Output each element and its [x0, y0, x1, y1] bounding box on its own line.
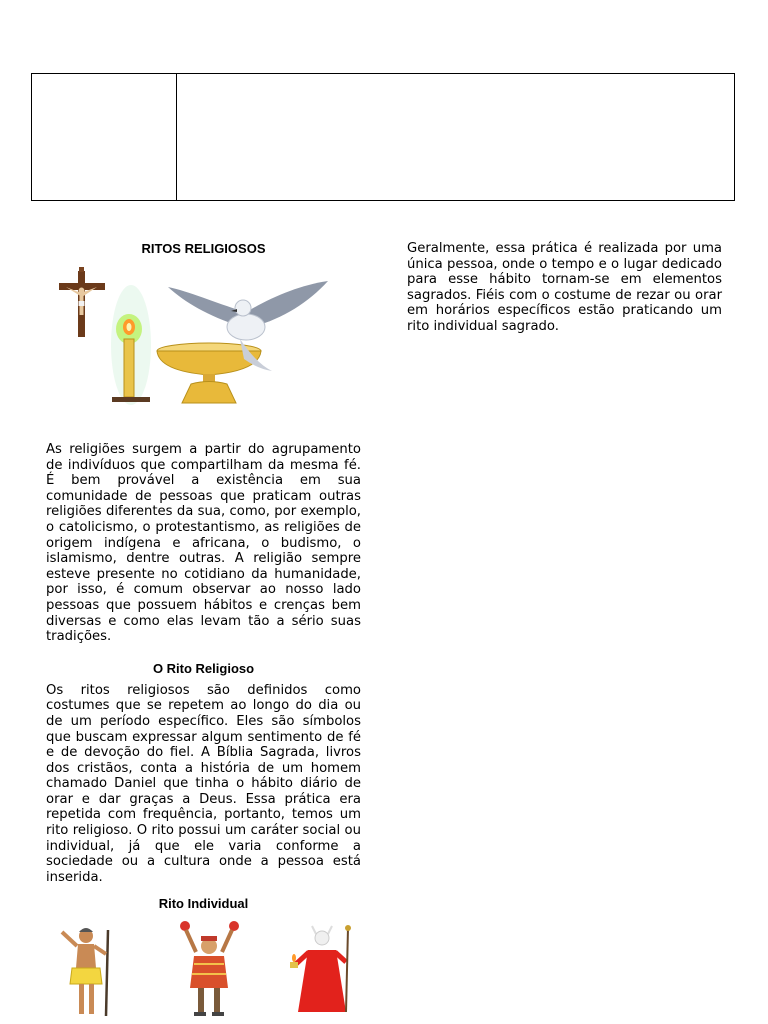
ritual-dancer-icon [180, 921, 239, 1016]
candle-icon [111, 285, 151, 405]
crucifix-icon [59, 267, 105, 337]
red-robed-priest-icon [290, 925, 351, 1012]
subheading-rito-individual: Rito Individual [158, 896, 249, 912]
header-table [31, 73, 735, 201]
section-title: RITOS RELIGIOSOS [141, 241, 266, 256]
subheading-rito-religioso: O Rito Religioso [152, 660, 255, 676]
right-column [407, 241, 722, 335]
header-cell-left [32, 74, 177, 200]
shaman-figure-icon [62, 928, 108, 1016]
rito-religioso-paragraph: Os ritos religiosos são definidos como costumes que se repetem ao longo do dia ou de um período específico. Eles são símbolos que buscam expressar algum sentimento de fé e de devoção do fiel. A Bíblia Sagrada, livros dos cristãos, conta a história de um homem chamado Daniel que tinha o hábito diário de orar e dar graças a Deus. Essa prática era repetida com frequência, portanto, temos um rito religioso. O rito possui um caráter social ou individual, já que ele varia conforme a sociedade ou a cultura onde a pessoa está inserida. [46, 682, 361, 885]
rito-individual-paragraph: Geralmente, essa prática é realizada por uma única pessoa, onde o tempo e o lugar dedicado para esse hábito tornam-se em elementos sagrados. Fiéis com o costume de rezar ou orar em horários específicos estão praticando um rito individual sagrado. [407, 241, 722, 334]
intro-paragraph: As religiões surgem a partir do agrupamento de indivíduos que compartilham da mesma fé. É bem provável a existência em sua comunidade de pessoas que praticam outras religiões diferentes da sua, como, por exemplo, o catolicismo, o protestantismo, as religiões de origem indígena e africana, o budismo, o islamismo, dentre outras. A religião sempre esteve presente no cotidiano da humanidade, por isso, é comum observar ao nosso lado pessoas que possuem hábitos e crenças bem diversas e como elas levam tão a sério suas tradições. [46, 442, 361, 645]
left-column [46, 241, 361, 1022]
individual-rite-figures [46, 916, 361, 1022]
religious-symbols-image [46, 267, 361, 413]
